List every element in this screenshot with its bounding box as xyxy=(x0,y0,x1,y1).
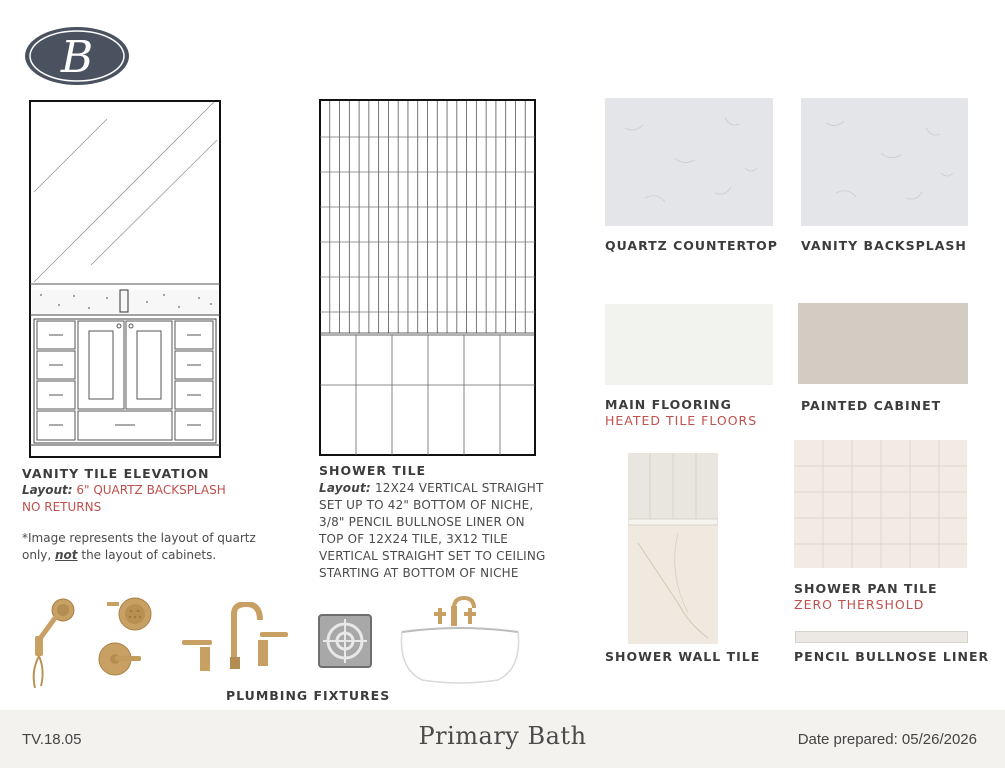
shower-layout-line6: STARTING AT BOTTOM OF NICHE xyxy=(319,566,519,580)
shower-pan-tile-swatch xyxy=(794,440,967,568)
shower-tile-drawing xyxy=(319,99,536,456)
main-flooring-swatch xyxy=(605,304,773,385)
vanity-layout xyxy=(22,482,226,516)
shower-valve-image xyxy=(98,642,142,676)
shower-head-image xyxy=(105,596,155,632)
footer-date: Date prepared: 05/26/2026 xyxy=(797,731,977,748)
widespread-faucet-image xyxy=(180,602,288,672)
vanity-note-prefix: only, xyxy=(22,548,56,562)
vanity-elevation-drawing xyxy=(29,100,221,458)
handheld-shower-image xyxy=(25,598,75,690)
shower-pan-tile-sub: ZERO THERSHOLD xyxy=(794,597,925,612)
shower-layout-line2: SET UP TO 42" BOTTOM OF NICHE, xyxy=(319,498,534,512)
vanity-note-suffix: the layout of cabinets. xyxy=(77,548,217,562)
shower-layout-line1: 12X24 VERTICAL STRAIGHT xyxy=(374,481,544,495)
vanity-note xyxy=(22,530,256,564)
footer-room-title: Primary Bath xyxy=(418,722,587,750)
shower-layout-line4: TOP OF 12X24 TILE, 3X12 TILE xyxy=(319,532,509,546)
main-flooring-label: MAIN FLOORING xyxy=(605,397,732,412)
shower-tile-layout xyxy=(319,480,546,582)
shower-wall-tile-label: SHOWER WALL TILE xyxy=(605,649,761,664)
plumbing-fixtures-label: PLUMBING FIXTURES xyxy=(226,688,391,703)
vanity-layout-value2: NO RETURNS xyxy=(22,500,102,514)
vanity-note-line1: *Image represents the layout of quartz xyxy=(22,531,256,545)
painted-cabinet-swatch xyxy=(798,303,968,384)
painted-cabinet-label: PAINTED CABINET xyxy=(801,398,942,413)
logo-letter: B xyxy=(60,32,94,83)
footer-plan-code: TV.18.05 xyxy=(22,731,82,748)
vanity-note-emphasis: not xyxy=(55,548,78,562)
main-flooring-sub: HEATED TILE FLOORS xyxy=(605,413,758,428)
vanity-backsplash-label: VANITY BACKSPLASH xyxy=(801,238,967,253)
shower-wall-tile-swatch xyxy=(628,453,718,644)
shower-layout-line5: VERTICAL STRAIGHT SET TO CEILING xyxy=(319,549,546,563)
shower-pan-tile-label: SHOWER PAN TILE xyxy=(794,581,938,596)
freestanding-tub-image xyxy=(398,594,522,684)
vanity-layout-value: 6" QUARTZ BACKSPLASH xyxy=(76,483,226,497)
pencil-bullnose-liner-label: PENCIL BULLNOSE LINER xyxy=(794,649,990,664)
shower-layout-label: Layout: xyxy=(319,481,371,495)
brand-logo xyxy=(24,26,130,86)
vanity-layout-label: Layout: xyxy=(22,483,73,497)
quartz-countertop-swatch xyxy=(605,98,773,226)
quartz-countertop-label: QUARTZ COUNTERTOP xyxy=(605,238,778,253)
shower-layout-line3: 3/8" PENCIL BULLNOSE LINER ON xyxy=(319,515,525,529)
vanity-backsplash-swatch xyxy=(801,98,968,226)
floor-drain-image xyxy=(318,614,372,668)
shower-tile-title: SHOWER TILE xyxy=(319,463,427,478)
footer-bar xyxy=(0,710,1005,768)
pencil-bullnose-liner-swatch xyxy=(795,631,968,643)
vanity-elevation-title: VANITY TILE ELEVATION xyxy=(22,466,210,481)
